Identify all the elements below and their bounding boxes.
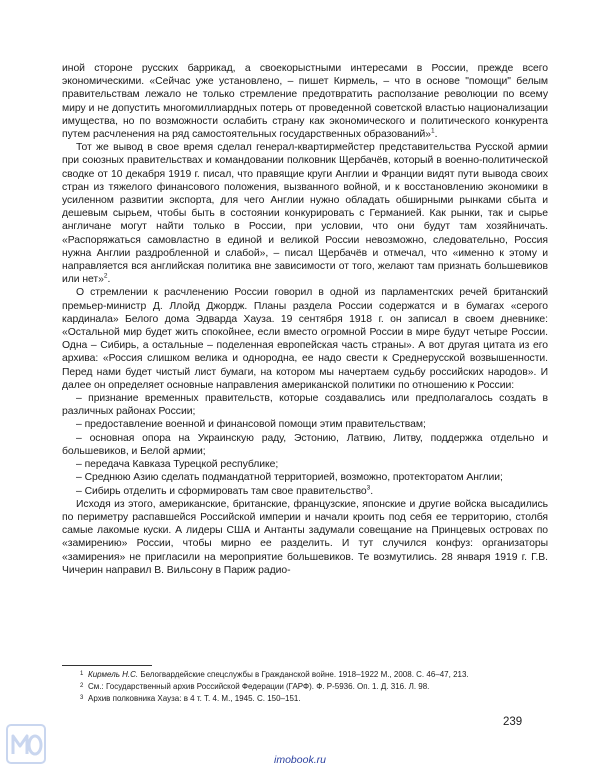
list-item-text: – основная опора на Украинскую раду, Эстонию, Латвию, Литву, поддержка отдельно и большевиков, и Белой армии; [62,432,548,457]
paragraph-4 [62,498,548,577]
list-item [62,418,548,431]
list-item-text: – признание временных правительств, которые создавались или предполагалось создать в различных районах России; [62,393,548,418]
footnote-ref[interactable]: 2 [103,272,108,280]
footnote-text: Белогвардейские спецслужбы в Гражданской войне. 1918–1922 М., 2008. С. 46–47, 213. [138,670,469,679]
footnote-item [80,669,550,681]
footnote-number: 1 [80,671,84,677]
paragraph-3 [62,286,548,392]
paragraph-text: О стремлении к расчленению России говорил в одной из парламентских речей британский премьер-министр Д. Ллойд Джордж. Планы раздела России содержатся и в бумагах «серого кардинала» Белого дома Эдварда Хауза. 19 сентября 1918 г. он записал в своем дневнике: «Остальной мир будет жить спокойнее, если вместо огромной России в мире будут четыре России. Одна – Сибирь, а остальные – поделенная европейская часть страны». А вот другая цитата из его архива: «Россия слишком велика и однородна, ее надо свести к Среднерусской возвышенности. Перед нами будет чистый лист бумаги, на котором мы начертаем судьбу российских народов». И далее он определяет основные направления американской политики по отношению к России: [62,287,548,391]
footnote-item [80,681,550,693]
list-item-text: – Сибирь отделить и сформировать там свое правительство [76,485,367,497]
paragraph-text: иной стороне русских баррикад, а своекорыстными интересами в России, прежде всего экономическими. «Сейчас уже установлено, – пишет Кирмель, – что в основе "помощи" белым правительствам лежало не только стремление предотвратить расползание революции по всему миру и не допустить многомиллиардных потерь от проведенной советской властью национализации имущества, но по возможности ослабить страну как экономического и политического конкурента путем расчленения на ряд самостоятельных государственных образований» [62,63,548,141]
footnote-author: Кирмель Н.С. [88,670,139,679]
footnote-ref[interactable]: 3 [366,484,371,492]
list-item-text: – предоставление военной и финансовой помощи этим правительствам; [76,419,426,431]
footnote-divider [62,665,152,666]
footnote-number: 2 [80,682,84,689]
paragraph-tail: . [107,274,111,286]
page-body [62,62,548,577]
list-item [62,458,548,471]
footnote-item [80,693,550,705]
footnote-text: См.: Государственный архив Российской Федерации (ГАРФ). Ф. Р-5936. Оп. 1. Д. 316. Л. 98. [88,681,430,691]
list-item [62,471,548,484]
paragraph-2 [62,141,548,286]
site-link[interactable]: imobook.ru [274,754,326,766]
paragraph-tail: . [434,129,438,141]
footnote-text: Архив полковника Хауза: в 4 т. Т. 4. М., 1945. С. 150–151. [88,693,301,703]
list-item [62,392,548,418]
paragraph-text: Тот же вывод в свое время сделал генерал-квартирмейстер представительства Русской армии при союзных правительствах и командовании полковник Щербачёв, который в военно-политической сводке от 10 декабря 1919 г. писал, что правящие круги Англии и Франции видят пути вывода своих стран из тяжелого финансового положения, вызванного войной, и к восстановлению экономики в усиленном развитии экспорта, для чего Англии нужно обладать обширными рынками сбыта и дешевым сырьем, чтобы быть в состоянии конкурировать с Германией. Как рынки, так и сырье англичане могут найти только в России, при условии, что они будут там хозяйничать. «Распоряжаться самовластно в единой и великой России невозможно, следовательно, Россия нужна Англии раздробленной и слабой», – писал Щербачёв и отмечал, что «именно к этому и направляется вся английская политика вне зависимости от того, желают там признать большевиков или нет» [62,142,548,286]
list-item [62,485,548,498]
paragraph-tail: . [370,485,374,497]
footnote-number: 3 [80,694,84,701]
paragraph-text: Исходя из этого, американские, британские, французские, японские и другие войска высадились по периметру распавшейся Российской империи и начали кроить под себя ее территорию, столбя самые лакомые куски. А лидеры США и Антанты задумали совещание на Принцевых островах по «замирению» России, чтобы мирно ее разделить. И тут случился конфуз: организаторы «замирения» не пригласили на мероприятие большевиков. Те возмутились. 28 января 1919 г. Г.В. Чичерин направил В. Вильсону в Париж радио- [62,498,548,576]
list-item-text: – передача Кавказа Турецкой республике; [76,459,279,471]
footnote-ref[interactable]: 1 [430,127,435,135]
page-number: 239 [503,716,523,728]
list-item-text: – Среднюю Азию сделать подмандатной территорией, возможно, протекторатом Англии; [76,472,503,484]
list-item [62,432,548,458]
paragraph-1 [62,62,548,141]
footnotes [80,669,550,704]
